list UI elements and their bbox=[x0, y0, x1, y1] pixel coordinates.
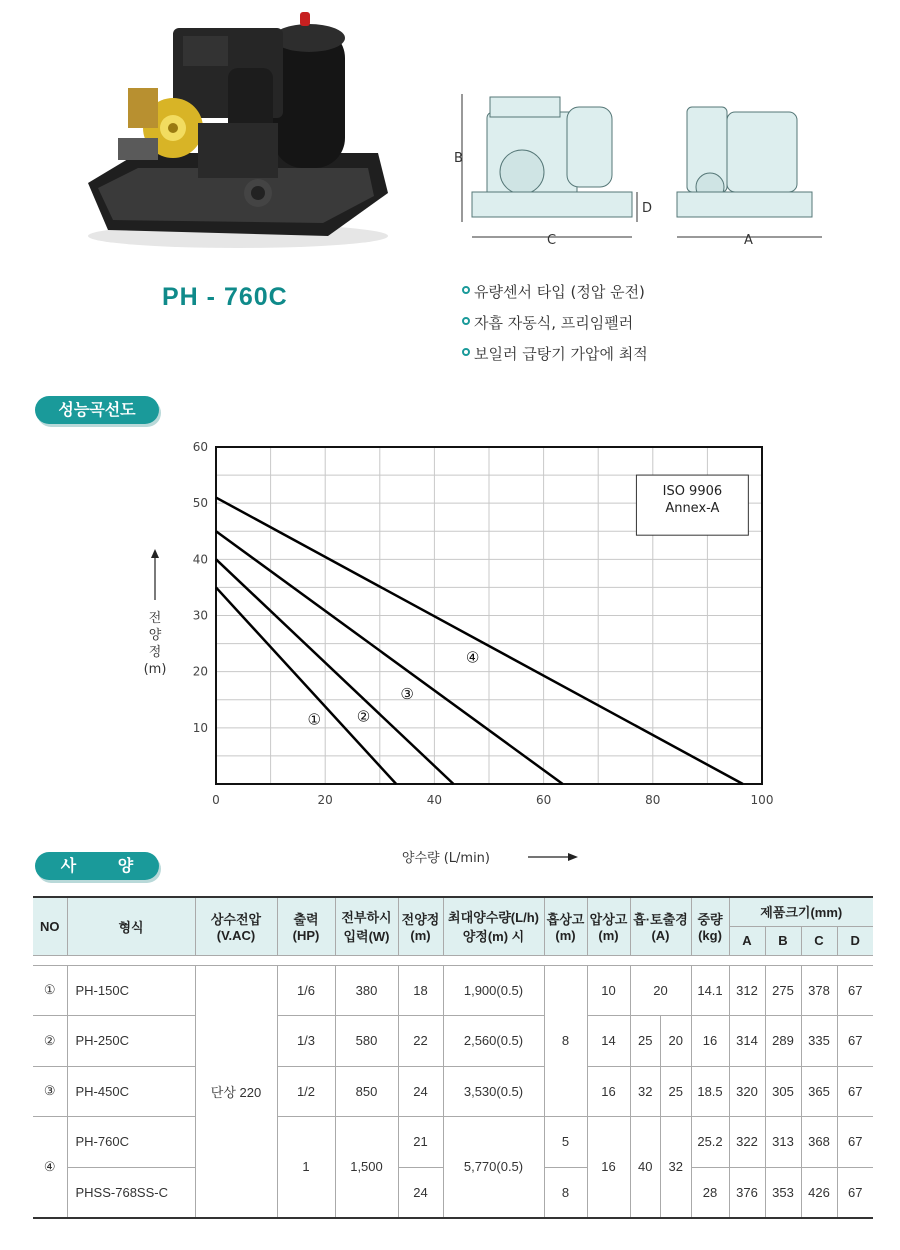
col-size-c: C bbox=[801, 926, 837, 955]
col-size-a: A bbox=[729, 926, 765, 955]
table-row: ④ PH-760C 1 1,500 21 5,770(0.5) 5 16 40 32 25.2 322 313 368 67 bbox=[33, 1117, 873, 1168]
y-tick-label: 40 bbox=[192, 552, 208, 567]
series-line bbox=[216, 587, 396, 784]
col-suction: 흡상고 (m) bbox=[544, 897, 587, 955]
x-tick-label: 80 bbox=[645, 793, 661, 807]
col-head: 전양정 (m) bbox=[398, 897, 443, 955]
col-voltage: 상수전압 (V.AC) bbox=[195, 897, 277, 955]
col-no: NO bbox=[33, 897, 67, 955]
x-tick-label: 60 bbox=[535, 793, 552, 807]
dim-label-d: D bbox=[642, 201, 653, 216]
series-label: ③ bbox=[400, 685, 414, 704]
dim-label-b: B bbox=[454, 151, 463, 166]
series-label: ④ bbox=[465, 648, 480, 667]
col-size: 제품크기(mm) bbox=[729, 897, 873, 926]
col-port: 흡·토출경 (A) bbox=[630, 897, 691, 955]
y-axis-label: (m) bbox=[143, 662, 167, 677]
dim-label-c: C bbox=[547, 233, 557, 248]
feature-list bbox=[462, 276, 648, 369]
y-tick-label: 50 bbox=[192, 496, 208, 511]
x-tick-label: 0 bbox=[212, 793, 220, 807]
table-row: PHSS-768SS-C 24 8 28 376 353 426 67 bbox=[33, 1167, 873, 1218]
feature-item: 보일러 급탕기 가압에 최적 bbox=[462, 338, 648, 369]
dimension-drawing bbox=[452, 82, 832, 252]
spec-table bbox=[33, 896, 873, 1219]
col-model: 형식 bbox=[67, 897, 195, 955]
bullet-icon bbox=[462, 286, 470, 294]
product-name: PH - 760C bbox=[162, 283, 288, 311]
bullet-icon bbox=[462, 348, 470, 356]
series-label: ① bbox=[307, 710, 322, 729]
annotation-text: ISO 9906 bbox=[662, 484, 723, 500]
product-photo bbox=[78, 8, 398, 258]
col-size-b: B bbox=[765, 926, 801, 955]
col-weight: 중량 (kg) bbox=[691, 897, 729, 955]
col-size-d: D bbox=[837, 926, 873, 955]
y-axis-arrow-icon bbox=[151, 549, 159, 558]
y-axis-label: 전 bbox=[148, 611, 162, 626]
col-output: 출력 (HP) bbox=[277, 897, 335, 955]
performance-chart bbox=[140, 430, 800, 870]
y-tick-label: 20 bbox=[192, 664, 208, 679]
performance-section-title: 성능곡선도 bbox=[35, 396, 159, 424]
spec-section-title: 사 양 bbox=[35, 852, 159, 880]
x-axis-label: 양수량 (L/min) bbox=[401, 851, 490, 866]
table-row: ① PH-150C 단상 220 1/6 380 18 1,900(0.5) 8 10 20 14.1 312 275 378 67 bbox=[33, 965, 873, 1016]
feature-item: 자흡 자동식, 프리임펠러 bbox=[462, 307, 648, 338]
annotation-text: Annex-A bbox=[665, 501, 720, 517]
voltage-cell: 단상 220 bbox=[195, 965, 277, 1218]
x-tick-label: 100 bbox=[750, 793, 774, 807]
table-row: ② PH-250C 1/3 580 22 2,560(0.5) 14 25 20 16 314 289 335 67 bbox=[33, 1016, 873, 1067]
y-tick-label: 10 bbox=[192, 720, 208, 735]
y-axis-label: 정 bbox=[148, 645, 162, 660]
col-push: 압상고 (m) bbox=[587, 897, 630, 955]
x-tick-label: 40 bbox=[426, 793, 443, 807]
dim-label-a: A bbox=[744, 233, 753, 248]
x-axis-arrow-icon bbox=[568, 853, 578, 861]
series-label: ② bbox=[356, 707, 371, 726]
series-line bbox=[216, 498, 743, 784]
table-row: ③ PH-450C 1/2 850 24 3,530(0.5) 16 32 25 18.5 320 305 365 67 bbox=[33, 1066, 873, 1117]
y-tick-label: 60 bbox=[192, 440, 208, 454]
x-tick-label: 20 bbox=[317, 793, 333, 807]
bullet-icon bbox=[462, 317, 470, 325]
y-tick-label: 30 bbox=[192, 608, 208, 623]
col-input: 전부하시 입력(W) bbox=[335, 897, 398, 955]
y-axis-label: 양 bbox=[148, 628, 162, 643]
col-max-flow: 최대양수량(L/h) 양정(m) 시 bbox=[443, 897, 544, 955]
feature-item: 유량센서 타입 (정압 운전) bbox=[462, 276, 648, 307]
suction-cell: 8 bbox=[544, 965, 587, 1117]
